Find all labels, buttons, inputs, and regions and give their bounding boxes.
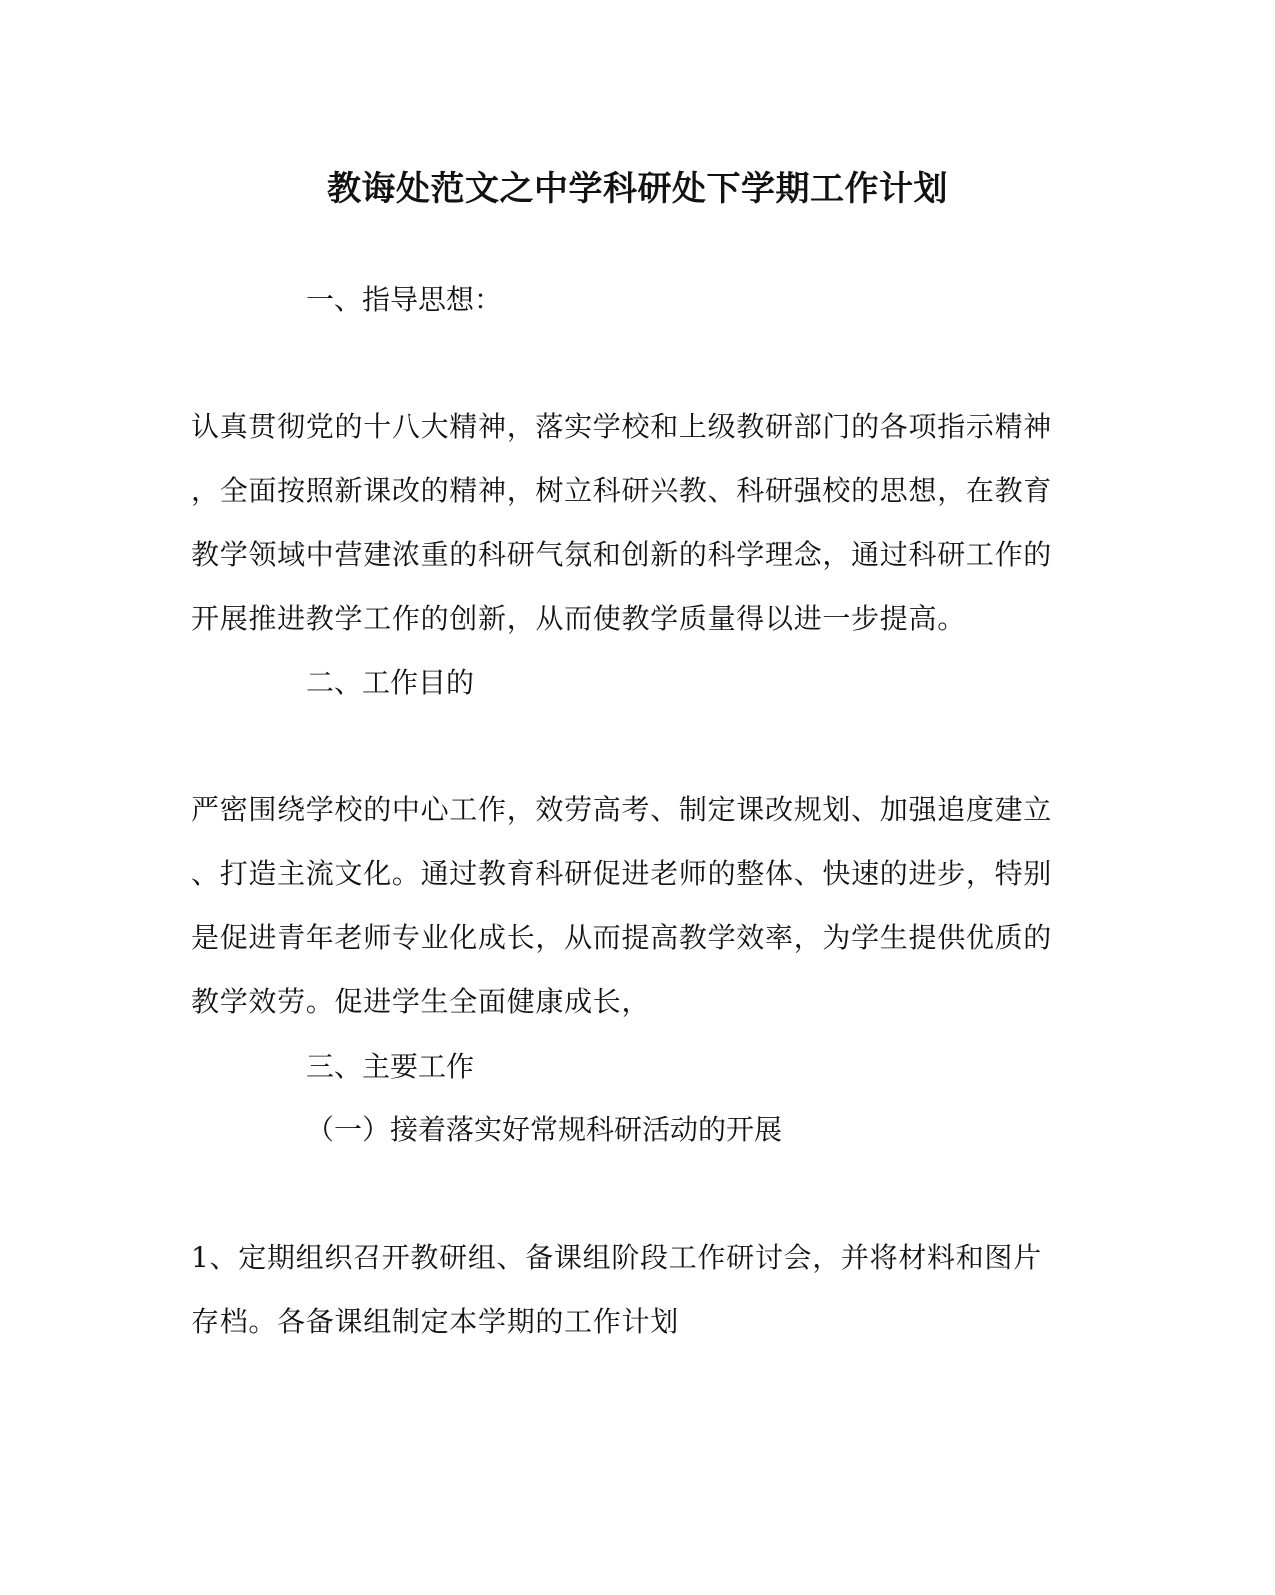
section-paragraph-work-goals [191, 790, 1061, 1046]
paragraph-line: 教学领域中营建浓重的科研气氛和创新的科学理念，通过科研工作的 [191, 538, 1053, 571]
paragraph-line: 教学效劳。促进学生全面健康成长， [191, 985, 651, 1018]
section-heading-guiding-ideology: 一、指导思想： [306, 283, 503, 316]
paragraph-line: ，全面按照新课改的精神，树立科研兴教、科研强校的思想，在教育 [191, 474, 1053, 507]
paragraph-line: 存档。各备课组制定本学期的工作计划 [191, 1305, 679, 1338]
paragraph-line: 是促进青年老师专业化成长，从而提高教学效率，为学生提供优质的 [191, 921, 1053, 954]
paragraph-line: 1、定期组织召开教研组、备课组阶段工作研讨会，并将材料和图片 [191, 1241, 1042, 1274]
document-title: 教诲处范文之中学科研处下学期工作计划 [327, 169, 948, 209]
paragraph-line: 、打造主流文化。通过教育科研促进老师的整体、快速的进步，特别 [191, 857, 1053, 890]
section-subheading-routine-research: （一）接着落实好常规科研活动的开展 [306, 1113, 783, 1146]
paragraph-line: 开展推进教学工作的创新，从而使教学质量得以进一步提高。 [191, 602, 966, 635]
section-paragraph-main-work [191, 1238, 1061, 1366]
section-heading-work-goals: 二、工作目的 [306, 666, 475, 699]
section-paragraph-guiding-ideology [191, 407, 1061, 663]
paragraph-line: 认真贯彻党的十八大精神，落实学校和上级教研部门的各项指示精神 [191, 410, 1053, 443]
paragraph-line: 严密围绕学校的中心工作，效劳高考、制定课改规划、加强追度建立 [191, 793, 1053, 826]
section-heading-main-work: 三、主要工作 [306, 1050, 475, 1083]
